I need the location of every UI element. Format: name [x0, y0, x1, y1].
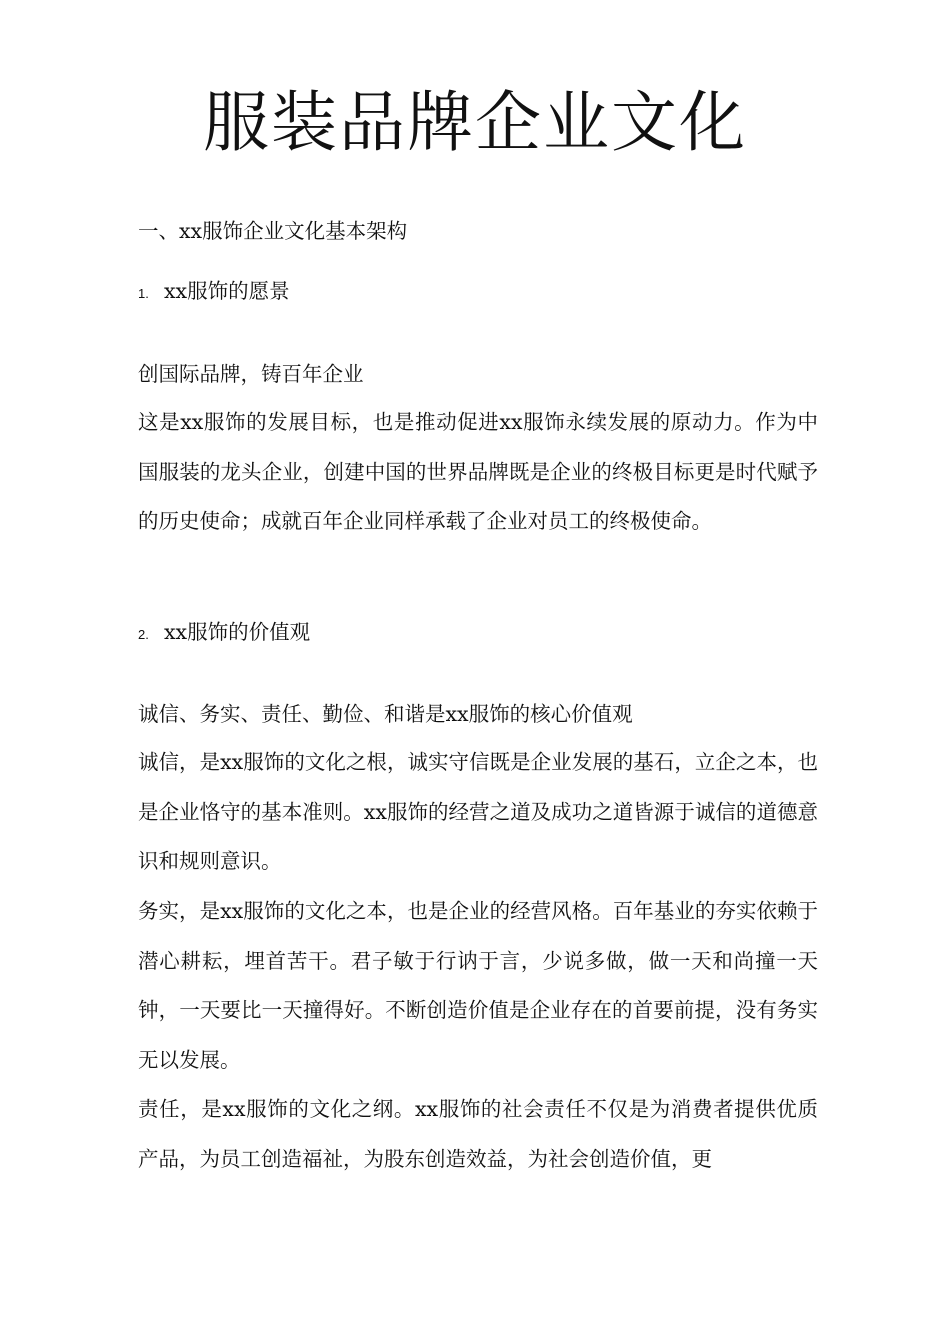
vision-slogan: 创国际品牌，铸百年企业: [138, 362, 364, 386]
vision-paragraph: 这是xx服饰的发展目标，也是推动促进xx服饰永续发展的原动力。作为中国服装的龙头企业，创建中国的世界品牌既是企业的终极目标更是时代赋予的历史使命；成就百年企业同样承载了企业对员工的终极使命。: [138, 410, 818, 533]
values-slogan: 诚信、务实、责任、勤俭、和谐是xx服饰的核心价值观: [138, 702, 633, 726]
item-heading-text: xx服饰的价值观: [164, 620, 311, 644]
integrity-paragraph: 诚信，是xx服饰的文化之根，诚实守信既是企业发展的基石，立企之本，也是企业恪守的基本准则。xx服饰的经营之道及成功之道皆源于诚信的道德意识和规则意识。: [138, 750, 818, 873]
document-title: 服装品牌企业文化: [203, 84, 747, 161]
item-heading-vision: [138, 276, 818, 309]
section-heading: 一、xx服饰企业文化基本架构: [138, 219, 408, 243]
item-number: 1.: [138, 286, 149, 301]
item-number: 2.: [138, 627, 149, 642]
responsibility-paragraph: 责任，是xx服饰的文化之纲。xx服饰的社会责任不仅是为消费者提供优质产品，为员工创造福祉，为股东创造效益，为社会创造价值，更: [138, 1097, 818, 1171]
pragmatism-paragraph: 务实，是xx服饰的文化之本，也是企业的经营风格。百年基业的夯实依赖于潜心耕耘，埋首苦干。君子敏于行讷于言，少说多做，做一天和尚撞一天钟，一天要比一天撞得好。不断创造价值是企业存在的首要前提，没有务实无以发展。: [138, 899, 818, 1072]
item-heading-text: xx服饰的愿景: [164, 279, 290, 303]
item-heading-values: [138, 617, 818, 650]
